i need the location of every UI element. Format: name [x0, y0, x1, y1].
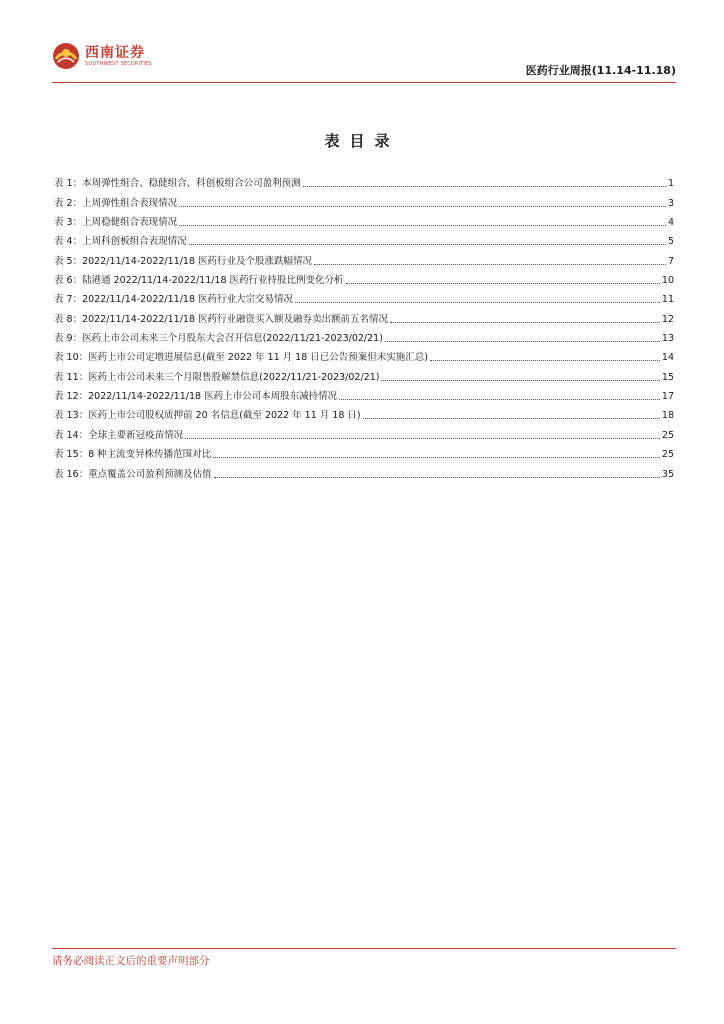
toc-entry-label[interactable]: 表 1：本周弹性组合、稳健组合、科创板组合公司盈利预测	[54, 178, 301, 190]
toc-entry-page[interactable]: 17	[661, 391, 674, 403]
toc-entry[interactable]	[54, 442, 674, 461]
report-title: 医药行业周报(11.14-11.18)	[525, 64, 676, 77]
toc-entry[interactable]	[54, 287, 674, 306]
toc-entry[interactable]	[54, 268, 674, 287]
page-header	[52, 40, 676, 82]
toc-entry[interactable]	[54, 345, 674, 364]
toc-entry-label[interactable]: 表 4：上周科创板组合表现情况	[54, 236, 187, 248]
toc-dot-leader	[363, 418, 660, 419]
toc-entry-label[interactable]: 表 2：上周弹性组合表现情况	[54, 197, 178, 209]
toc-dot-leader	[214, 477, 660, 478]
toc-entry[interactable]	[54, 422, 674, 441]
toc-entry-page[interactable]: 5	[667, 236, 674, 248]
toc-entry-page[interactable]: 15	[661, 371, 674, 383]
toc-dot-leader	[213, 457, 660, 458]
toc-entry[interactable]	[54, 306, 674, 325]
toc-dot-leader	[179, 206, 666, 207]
toc-entry-label[interactable]: 表 7：2022/11/14-2022/11/18 医药行业大宗交易情况	[54, 294, 294, 306]
toc-entry[interactable]	[54, 364, 674, 383]
toc-dot-leader	[314, 264, 666, 265]
toc-entry-label[interactable]: 表 9：医药上市公司未来三个月股东大会召开信息(2022/11/21-2023/02/21)	[54, 333, 383, 345]
toc-entry-label[interactable]: 表 6：陆港通 2022/11/14-2022/11/18 医药行业持股比例变化分析	[54, 275, 344, 287]
toc-entry[interactable]	[54, 326, 674, 345]
toc-entry-label[interactable]: 表 5：2022/11/14-2022/11/18 医药行业及个股涨跌幅情况	[54, 255, 313, 267]
toc-entry-page[interactable]: 12	[661, 313, 674, 325]
toc-entry-label[interactable]: 表 8：2022/11/14-2022/11/18 医药行业融资买入额及融券卖出额前五名情况	[54, 313, 389, 325]
toc-entry-page[interactable]: 25	[661, 429, 674, 441]
toc-entry-label[interactable]: 表 13：医药上市公司股权质押前 20 名信息(截至 2022 年 11 月 18 日)	[54, 410, 361, 422]
toc-entry-page[interactable]: 25	[661, 449, 674, 461]
toc-dot-leader	[385, 341, 660, 342]
company-logo	[52, 42, 152, 70]
logo-emblem-icon	[52, 42, 80, 70]
footer-divider	[52, 948, 676, 949]
toc-entry-page[interactable]: 3	[667, 197, 674, 209]
table-of-contents	[54, 171, 674, 481]
toc-entry[interactable]	[54, 384, 674, 403]
toc-entry-label[interactable]: 表 14：全球主要新冠疫苗情况	[54, 429, 184, 441]
toc-entry-label[interactable]: 表 3：上周稳健组合表现情况	[54, 217, 178, 229]
toc-entry-page[interactable]: 7	[667, 255, 674, 267]
toc-dot-leader	[430, 360, 660, 361]
toc-entry-page[interactable]: 14	[661, 352, 674, 364]
logo-chinese-name: 西南证券	[85, 44, 145, 61]
toc-entry-page[interactable]: 10	[661, 275, 674, 287]
toc-dot-leader	[295, 302, 660, 303]
toc-entry-page[interactable]: 35	[661, 468, 674, 480]
toc-entry-label[interactable]: 表 11：医药上市公司未来三个月限售股解禁信息(2022/11/21-2023/02/21)	[54, 371, 380, 383]
toc-dot-leader	[179, 225, 666, 226]
toc-title: 表目录	[324, 132, 400, 150]
toc-dot-leader	[185, 438, 660, 439]
toc-dot-leader	[339, 399, 660, 400]
toc-entry-label[interactable]: 表 10：医药上市公司定增进展信息(截至 2022 年 11 月 18 日已公告预案但未实施汇总)	[54, 352, 428, 364]
toc-dot-leader	[390, 322, 660, 323]
toc-entry-page[interactable]: 1	[667, 178, 674, 190]
toc-entry-label[interactable]: 表 15：8 种主流变异株传播范围对比	[54, 449, 212, 461]
toc-dot-leader	[189, 244, 666, 245]
header-divider	[52, 82, 676, 83]
logo-english-name: SOUTHWEST SECURITIES	[85, 60, 152, 67]
toc-entry-page[interactable]: 18	[661, 410, 674, 422]
toc-dot-leader	[381, 380, 659, 381]
toc-entry[interactable]	[54, 190, 674, 209]
toc-entry[interactable]	[54, 248, 674, 267]
toc-entry[interactable]	[54, 403, 674, 422]
toc-entry-label[interactable]: 表 16：重点覆盖公司盈利预测及估值	[54, 468, 212, 480]
toc-entry-page[interactable]: 4	[667, 217, 674, 229]
toc-entry[interactable]	[54, 210, 674, 229]
toc-entry-label[interactable]: 表 12：2022/11/14-2022/11/18 医药上市公司本周股东减持情况	[54, 391, 338, 403]
toc-entry-page[interactable]: 11	[661, 294, 674, 306]
toc-dot-leader	[303, 186, 666, 187]
toc-entry-page[interactable]: 13	[661, 333, 674, 345]
footer-disclaimer: 请务必阅读正文后的重要声明部分	[52, 955, 210, 967]
toc-dot-leader	[346, 283, 660, 284]
toc-entry[interactable]	[54, 229, 674, 248]
toc-entry[interactable]	[54, 171, 674, 190]
toc-entry[interactable]	[54, 461, 674, 480]
